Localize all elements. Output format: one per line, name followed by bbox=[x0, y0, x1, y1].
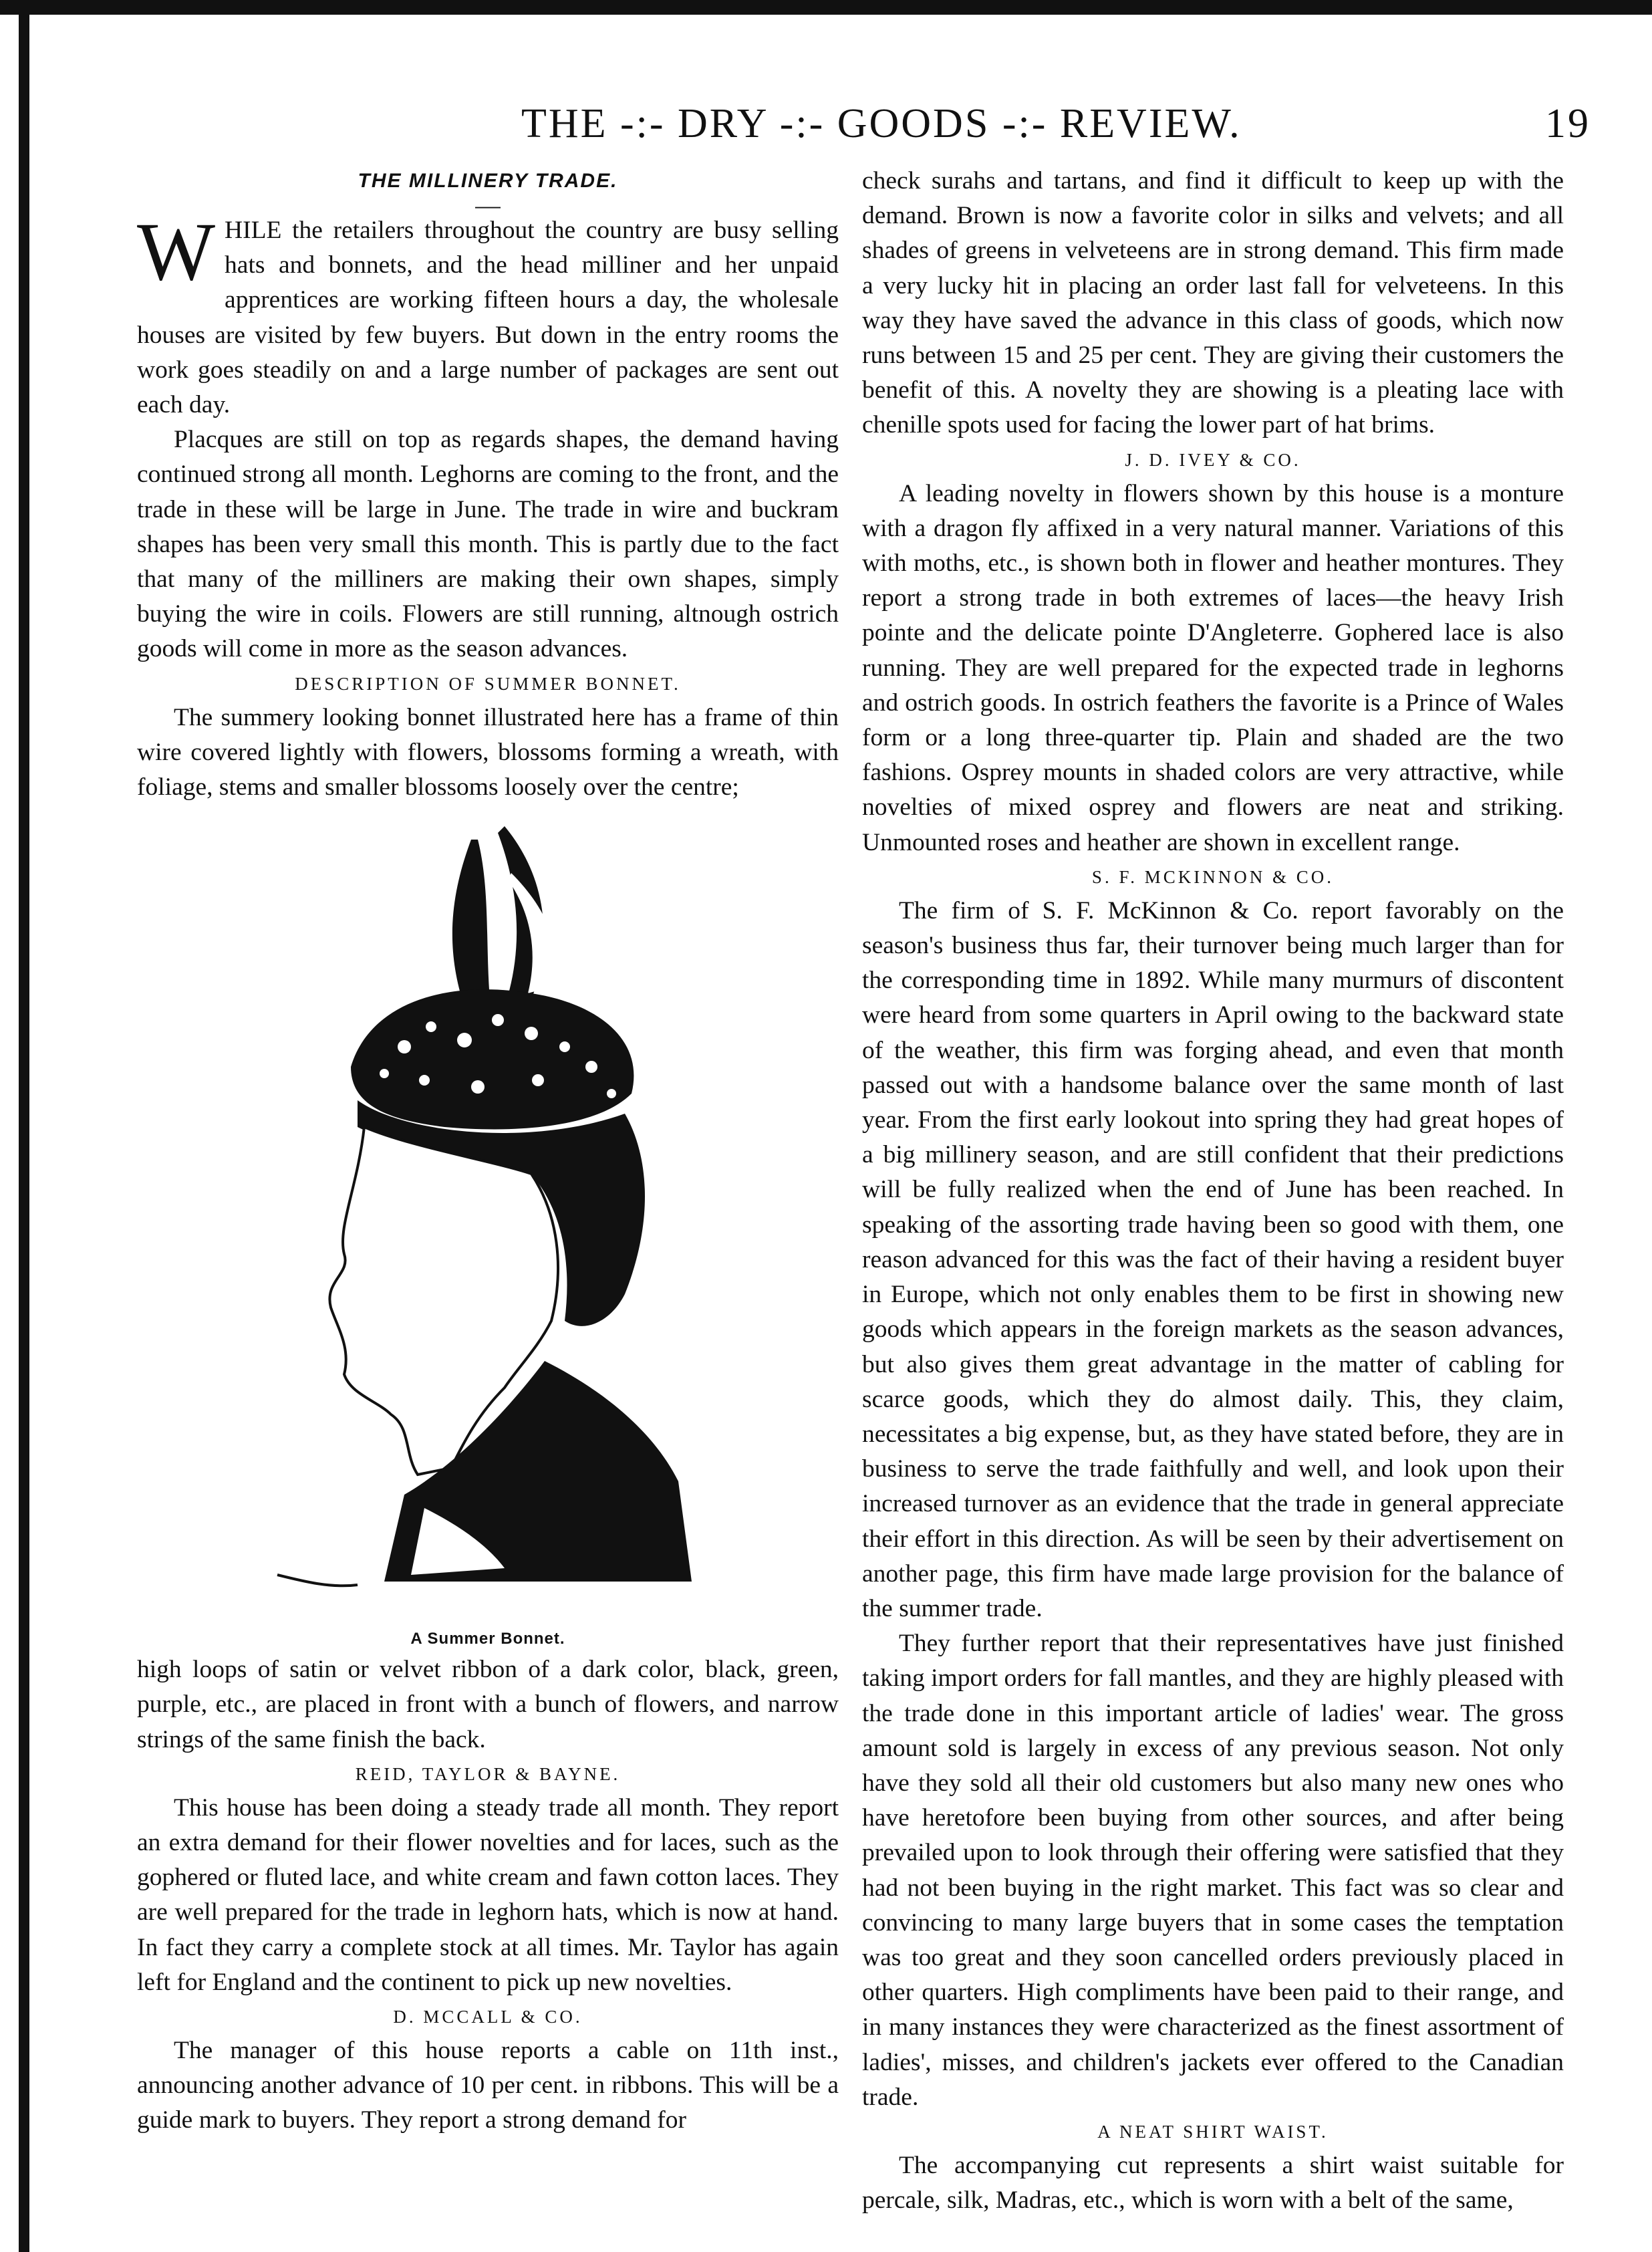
intro-paragraph bbox=[137, 206, 839, 422]
heading-dash: — bbox=[475, 192, 501, 219]
page-header bbox=[521, 100, 1591, 154]
paragraph-bonnet-description: The summery looking bonnet illustrated here has a frame of thin wire covered lightly with flowers, blossoms forming a wreath, with foliage, stems and smaller blossoms loosely over the centre; bbox=[137, 703, 839, 801]
intro-text: HILE the retailers throughout the country are busy selling hats and bonnets, and the head milliner and her unpaid apprentices are working fifteen hours a day, the wholesale houses are visited by few buyers. But down in the entry rooms the work goes steadily on and a large number of packages are sent out each day. bbox=[137, 217, 839, 419]
subheading-reid-taylor: REID, TAYLOR & BAYNE. bbox=[355, 1763, 621, 1784]
page-number: 19 bbox=[1545, 101, 1591, 146]
subheading-mccall: D. MCCALL & CO. bbox=[393, 2007, 583, 2027]
paragraph-surahs: check surahs and tartans, and find it difficult to keep up with the demand. Brown is now a favorite color in silks and velvets; and all shades of greens in velveteens are in strong demand. This firm made a very lucky hit in placing an order last fall for velveteens. In this way they have saved the advance in this class of goods, which now runs between 15 and 25 per cent. They are giving their customers the benefit of this. A novelty they are showing is a pleating lace with chenille spots used for facing the lower part of hat brims. bbox=[862, 167, 1564, 439]
article-heading: THE MILLINERY TRADE. bbox=[358, 170, 618, 192]
subheading-mckinnon: S. F. MCKINNON & CO. bbox=[1091, 866, 1335, 887]
publication-title: THE -:- DRY -:- GOODS -:- REVIEW. bbox=[521, 101, 1242, 146]
figure-caption: A Summer Bonnet. bbox=[410, 1630, 565, 1648]
paragraph-mckinnon: The firm of S. F. McKinnon & Co. report favorably on the season's business thus far, their turnover being much larger than for the corresponding time in 1892. While many murmurs of discontent were heard from some quarters in April owing to the backward state of the weather, this firm was forging ahead, and even that month passed out with a handsome balance over the same month of last year. From the first early lookout into spring they had great hopes of a big millinery season, and are still confident that their predictions will be fully realized when the end of June has been reached. In speaking of the assorting trade having been so good with them, one reason advanced for this was the fact of their having a resident buyer in Europe, which not only enables them to be first in showing new goods which appears in the foreign markets as the season advances, but also gives them great advantage in the matter of cabling for scarce goods, which they do almost daily. This, they claim, necessitates a big expense, but, as they have stated before, they are in business to serve the trade faithfully and well, and look upon their increased turnover as an evidence that the trade in general appreciate their effort in this direction. As will be seen by their advertisement on another page, this firm have made large provision for the balance of the summer trade. bbox=[862, 896, 1564, 1622]
paragraph-shirt-waist: The accompanying cut represents a shirt waist suitable for percale, silk, Madras, etc., which is worn with a belt of the same, bbox=[862, 2151, 1564, 2215]
paragraph-ribbon: high loops of satin or velvet ribbon of a dark color, black, green, purple, etc., are placed in front with a bunch of flowers, and narrow strings of the same finish the back. bbox=[137, 1656, 839, 1753]
right-column bbox=[862, 164, 1564, 2218]
bonnet-illustration bbox=[137, 813, 839, 1648]
subheading-shirt-waist: A NEAT SHIRT WAIST. bbox=[1097, 2121, 1329, 2142]
paragraph-mccall: The manager of this house reports a cable on 11th inst., announcing another advance of 10 per cent. in ribbons. This will be a guide mark to buyers. They report a strong demand for bbox=[137, 2037, 839, 2134]
paragraph-ivey: A leading novelty in flowers shown by this house is a monture with a dragon fly affixed in a very natural manner. Variations of this with moths, etc., is shown both in flower and heather montures. They report a strong trade in both extremes of laces—the heavy Irish pointe and the delicate pointe D'Angleterre. Gophered lace is also running. They are well prepared for the expected trade in leghorns and ostrich goods. In ostrich feathers the favorite is a Prince of Wales form or a long three-quarter tip. Plain and shaded are the two fashions. Osprey mounts in shaded colors are very attractive, while novelties of mixed osprey and flowers are neat and striking. Unmounted roses and heather are shown in excellent range. bbox=[862, 479, 1564, 856]
bonnet-engraving-image bbox=[251, 813, 725, 1615]
paragraph-shapes: Placques are still on top as regards shapes, the demand having continued strong all month. Leghorns are coming to the front, and the trade in these will be large in June. The trade in wire and buckram shapes has been very small this month. This is partly due to the fact that many of the milliners are making their own shapes, simply buying the wire in coils. Flowers are still running, altnough ostrich goods will come in more as the season advances. bbox=[137, 426, 839, 663]
left-column bbox=[137, 164, 839, 2138]
subheading-ivey: J. D. IVEY & CO. bbox=[1125, 449, 1301, 470]
drop-cap: W bbox=[137, 206, 216, 297]
subheading-summer-bonnet: DESCRIPTION OF SUMMER BONNET. bbox=[295, 673, 681, 694]
left-binding-rule bbox=[19, 0, 29, 2252]
paragraph-reid-taylor: This house has been doing a steady trade all month. They report an extra demand for their flower novelties and for laces, such as the gophered or fluted lace, and white cream and fawn cotton laces. They are well prepared for the trade in leghorn hats, which is now at hand. In fact they carry a complete stock at all times. Mr. Taylor has again left for England and the continent to pick up new novelties. bbox=[137, 1793, 839, 1996]
paragraph-mckinnon-further: They further report that their representatives have just finished taking import orders for fall mantles, and they are highly pleased with the trade done in this important article of ladies' wear. The gross amount sold is largely in excess of any previous season. Not only have they sold all their old customers but also many new ones who have heretofore been buying from other sources, and after being prevailed upon to look through their offering were satisfied that they had not been buying in the right market. This fact was so clear and convincing to many large buyers that in some cases the temptation was too great and they soon cancelled orders previously placed in other quarters. High compliments have been paid to their range, and in many instances they were characterized as the finest assortment of ladies', misses, and children's jackets ever offered to the Canadian trade. bbox=[862, 1630, 1564, 2111]
top-border bbox=[0, 0, 1652, 15]
